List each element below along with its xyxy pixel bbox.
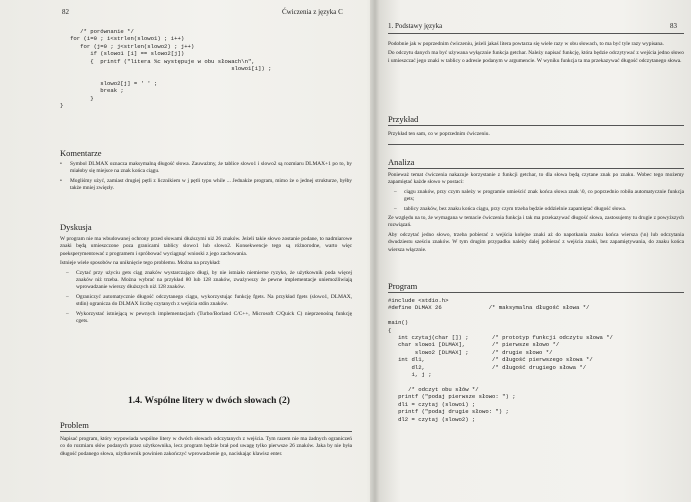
code-line: int czytaj(char []) ; /* prototyp funkcji odczytu słowa */ — [388, 334, 613, 342]
analysis-text — [388, 172, 684, 256]
problem-text: Napisać program, który wypowiada wspólne litery w dwóch słowach odczytanych z wejścia. Tym razem nie ma żadnych ograniczeń co do rozmiaru słów podanych przez użytkownika, lecz program będzie brał pod uwagę tylko pierwsze 26 znaków. Jaka by nie była długość podanego słowa, użytkownik powinien zakończyć wprowadzenie go, naciskając klawisz enter. — [60, 436, 352, 457]
code-line: { printf ("litera %c występuje w obu słowach\n", — [60, 57, 255, 65]
intro-paragraph: Podobnie jak w poprzednim ćwiczeniu, jeżeli jakaś litera powtarza się wiele razy w obu słowach, to ma być tyle razy wypisana. — [388, 41, 664, 47]
analysis-rule — [388, 168, 684, 169]
code-line: #include <stdio.h> — [388, 297, 449, 304]
code-line: slowo2 [DLMAX] ; /* drugie słowo */ — [388, 348, 553, 356]
example-text: Przykład ten sam, co w poprzednim ćwiczeniu. — [388, 131, 490, 137]
code-block-program — [388, 297, 613, 423]
code-line — [60, 72, 271, 79]
comment-item: • Symbol DLMAX oznacza maksymalną długość słowa. Zauważmy, że tablice slowo1 i slowo2 są rozmiaru DLMAX+1 po to, by miałoby się miejsce na znak końca ciągu. — [60, 161, 352, 175]
section-title: 1.4. Wspólne litery w dwóch słowach (2) — [128, 396, 290, 406]
analysis-item: – ciągu znaków, przy czym należy w programie umieścić znak końca słowa znak \0, co poprzednio robiła automatycznie funkcja gets; — [394, 188, 684, 203]
discussion-paragraph: Istnieje wiele sposobów na uniknięcie tego problemu. Można na przykład: — [60, 260, 221, 267]
code-line — [388, 378, 613, 385]
comments-heading: Komentarze — [60, 148, 102, 158]
analysis-heading: Analiza — [388, 157, 415, 167]
problem-heading: Problem — [60, 420, 89, 430]
code-line: slowo2[j] = ' ' ; — [60, 79, 158, 87]
code-line: dl2 = czytaj (slowo2) ; — [388, 415, 476, 423]
code-line: } — [60, 94, 94, 102]
analysis-paragraph: Ponieważ temat ćwiczenia nakazuje korzystanie z funkcji getchar, to dla słowa będą czytane znak po znaku. Wobec tego możemy zapamiętać każde słowo w postaci: — [388, 172, 684, 186]
intro-text — [388, 41, 684, 67]
right-running-head: 1. Podstawy języka — [388, 22, 443, 30]
example-heading: Przykład — [388, 114, 419, 124]
code-line: printf ("podaj drugie słowo: ") ; — [388, 408, 509, 416]
problem-rule — [60, 431, 352, 432]
comment-item: • Mogliśmy użyć, zamiast drugiej pętli z licznikiem w j pętli typu while ... Jednakże program, mimo że o jednej strukturze, byłby także mniej zwięzły. — [60, 177, 352, 192]
program-heading: Program — [388, 281, 418, 291]
right-page-number: 83 — [670, 22, 677, 30]
code-line: main() — [388, 319, 409, 327]
code-line: /* porównanie */ — [60, 28, 134, 35]
right-page — [378, 0, 691, 502]
discussion-item: – Ograniczyć automatycznie długość odczytanego ciągu, wykorzystując funkcję fgets. Na przykład fgets (slowo1, DLMAX, stdin) ogranicza do DLMAX liczbę czytanych z wejścia stdin znaków. — [66, 293, 352, 308]
code-line: int dl1, /* długość pierwszego słowa */ — [388, 356, 593, 364]
discussion-text — [60, 236, 352, 327]
code-line: #define DLMAX 26 /* maksymalna długość słowa */ — [388, 304, 590, 312]
analysis-paragraph: Aby odczytać jedno słowo, trzeba pobierać z wejścia kolejne znaki aż do napotkania znaku końca wiersza (\n) lub odczytania dwudziestu sześciu znaków. W tym drugim przypadku należy dalej pobierać z wejścia znaki, bez zapamiętywania, do znaku końca wiersza włącznie. — [388, 231, 684, 253]
example-rule-bottom — [388, 144, 684, 145]
code-line: { — [388, 326, 392, 334]
example-rule — [388, 125, 684, 126]
code-line: for (j=0 ; j<strlen(slowo2) ; j++) — [60, 42, 195, 50]
header-rule — [388, 33, 684, 34]
code-block-top — [60, 28, 271, 109]
left-running-head: Ćwiczenia z języka C — [282, 8, 343, 16]
code-line: char slowo1 [DLMAX], /* pierwsze słowo */ — [388, 341, 560, 349]
comments-list — [60, 161, 352, 195]
code-line: dl1 = czytaj (slowo1) ; — [388, 400, 476, 408]
analysis-paragraph: Ze względu na to, że wymagana w temacie ćwiczenia funkcja i tak ma przekazywać długość słowa, zastosujemy tu drugie z powyższych rozwiązań. — [388, 215, 684, 229]
analysis-item: – tablicy znaków, bez znaku końca ciągu, przy czym trzeba będzie oddzielnie zapamiętać długość słowa. — [394, 205, 627, 212]
code-line: dl2, /* długość drugiego słowa */ — [388, 363, 587, 371]
code-line: /* odczyt obu słów */ — [388, 385, 479, 393]
intro-paragraph: Do odczytu danych ma być używana wyłącznie funkcja getchar. Należy napisać funkcję, która będzie odczytywać z wejścia jedno słowo i umieszczać jego znaki w tablicy o adresie podanym w argumencie. W wyniku funkcja ta ma przekazywać długość odczytanego słowa. — [388, 50, 684, 64]
code-line: slowo1[i]) ; — [60, 65, 272, 73]
code-line: for (i=0 ; i<strlen(slowo1) ; i++) — [60, 35, 185, 43]
code-line: } — [60, 102, 64, 110]
code-line: break ; — [60, 87, 124, 95]
code-line: i, j ; — [388, 371, 432, 379]
discussion-heading: Dyskusja — [60, 222, 92, 232]
discussion-item: – Czytać przy użyciu gets ciąg znaków wystarczająco długi, by nie istniało niemierne ryzyko, że użytkownik poda więcej znaków niż trzeba. Można wybrać na przykład 80 lub 128 znaków, zważywszy że pewne implementacje uniemożliwiają wprowadzanie wierszy dłuższych niż 128 znaków. — [66, 269, 352, 291]
code-line: if (slowo1 [i] == slowo2[j]) — [60, 50, 185, 58]
left-page-number: 82 — [62, 8, 69, 16]
program-rule — [388, 292, 684, 293]
code-line — [388, 312, 613, 319]
code-line: printf ("podaj pierwsze słowo: ") ; — [388, 393, 516, 401]
discussion-paragraph: W program nie ma wbudowanej ochrony przed słowami dłuższymi niż 26 znaków. Jeżeli takie słowo zostanie podane, to nadmiarowe znaki będą umieszczone poza granicami tablicy slowo1 lub slowo2. Konsekwencje tego są różnorodne, warto więc poeksperymentować z programem i spróbować wyciągnąć wnioski z jego zachowania. — [60, 236, 352, 257]
discussion-item: – Wykorzystać istniejącą w pewnych implementacjach (Turbo/Borland C/C++, Microsoft C/Quick C) nieprzenośną funkcję cgets. — [66, 310, 352, 325]
